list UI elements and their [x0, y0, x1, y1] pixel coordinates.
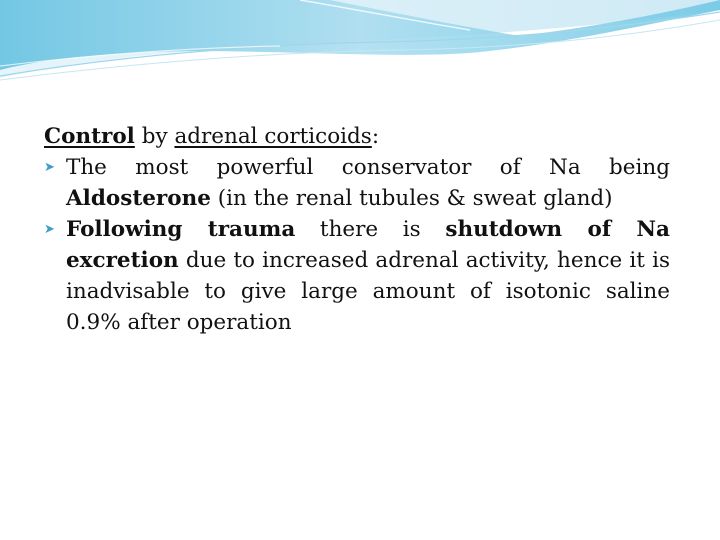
- bullet-arrow-icon: ➤: [44, 222, 55, 237]
- heading-keyword: Control: [44, 124, 135, 149]
- bullet-arrow-icon: ➤: [44, 160, 55, 175]
- bullet-list: [44, 152, 670, 338]
- bullet-item: [44, 152, 670, 214]
- bullet-item: [44, 214, 670, 338]
- bullet-emphasis: Aldosterone: [66, 186, 211, 211]
- heading-topic: adrenal corticoids: [174, 124, 372, 149]
- header-wave-decoration: [0, 0, 720, 90]
- heading-colon: :: [371, 124, 380, 149]
- section-heading: [44, 121, 670, 152]
- heading-connector: by: [134, 124, 175, 149]
- bullet-text: due to increased adrenal activity, hence it is inadvisable to give large amount of isotonic saline 0.9% after operation: [66, 248, 670, 335]
- bullet-text: (in the renal tubules & sweat gland): [210, 186, 613, 211]
- bullet-emphasis: Following trauma: [66, 217, 296, 242]
- bullet-emphasis: shutdown of Na excretion: [66, 217, 670, 273]
- bullet-text: there is: [295, 217, 446, 242]
- slide-body: [44, 121, 670, 338]
- bullet-text: The most powerful conservator of Na being: [66, 155, 670, 180]
